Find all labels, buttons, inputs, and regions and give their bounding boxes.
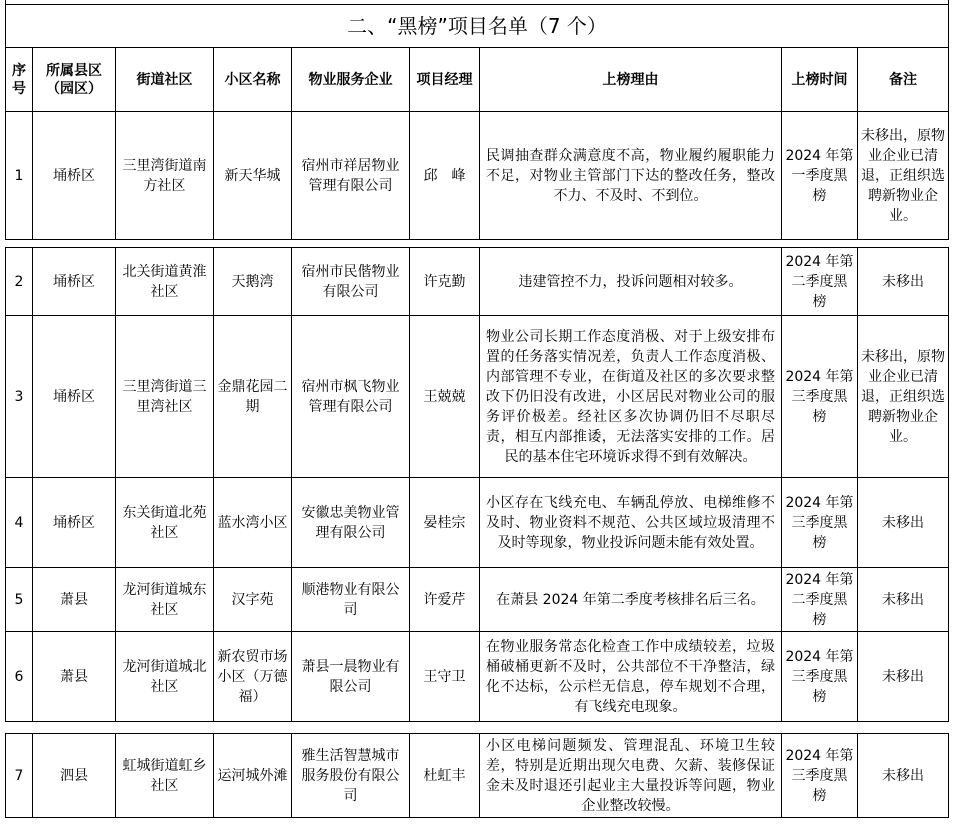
cell-reason: 在物业服务常态化检查工作中成绩较差，垃圾桶破桶更新不及时，公共部位不干净整洁，绿化不达标，公示栏无信息，停车规划不合理，有飞线充电现象。 xyxy=(480,632,782,722)
cell-street: 北关街道黄淮社区 xyxy=(116,248,214,316)
cell-community: 蓝水湾小区 xyxy=(214,478,292,568)
cell-seq: 7 xyxy=(6,734,33,818)
cell-reason: 小区存在飞线充电、车辆乱停放、电梯维修不及时、物业资料不规范、公共区域垃圾清理不及时等现象，物业投诉问题未能有效处置。 xyxy=(480,478,782,568)
header-reason: 上榜理由 xyxy=(480,48,782,112)
header-company: 物业服务企业 xyxy=(292,48,410,112)
cell-county: 埇桥区 xyxy=(33,478,116,568)
cell-manager: 邱 峰 xyxy=(410,112,480,240)
header-county: 所属县区（园区） xyxy=(33,48,116,112)
cell-street: 三里湾街道三里湾社区 xyxy=(116,316,214,478)
cell-company: 宿州市枫飞物业管理有限公司 xyxy=(292,316,410,478)
cell-remark: 未移出 xyxy=(858,734,949,818)
cell-remark: 未移出，原物业企业已清退，正组织选聘新物业企业。 xyxy=(858,316,949,478)
cell-seq: 1 xyxy=(6,112,33,240)
cell-reason: 违建管控不力，投诉问题相对较多。 xyxy=(480,248,782,316)
cell-county: 萧县 xyxy=(33,568,116,632)
table-row xyxy=(6,568,949,632)
cell-community: 新天华城 xyxy=(214,112,292,240)
cell-manager: 王守卫 xyxy=(410,632,480,722)
cell-manager: 王兢兢 xyxy=(410,316,480,478)
page-break xyxy=(6,240,949,248)
cell-community: 天鹅湾 xyxy=(214,248,292,316)
document-table-frame xyxy=(5,0,948,818)
cell-company: 雅生活智慧城市服务股份有限公司 xyxy=(292,734,410,818)
cell-community: 汉字苑 xyxy=(214,568,292,632)
page-break-row xyxy=(6,722,949,734)
cell-seq: 4 xyxy=(6,478,33,568)
cell-reason: 小区电梯问题频发、管理混乱、环境卫生较差，特别是近期出现欠电费、欠薪、装修保证金未及时退还引起业主大量投诉等问题，物业企业整改较慢。 xyxy=(480,734,782,818)
cell-time: 2024 年第三季度黑榜 xyxy=(782,478,858,568)
header-row xyxy=(6,48,949,112)
cell-remark: 未移出，原物业企业已清退，正组织选聘新物业企业。 xyxy=(858,112,949,240)
table-row xyxy=(6,734,949,818)
cell-seq: 5 xyxy=(6,568,33,632)
cell-company: 萧县一晨物业有限公司 xyxy=(292,632,410,722)
cell-remark: 未移出 xyxy=(858,478,949,568)
cell-manager: 许爱芹 xyxy=(410,568,480,632)
cell-reason: 民调抽查群众满意度不高，物业履约履职能力不足，对物业主管部门下达的整改任务，整改不力、不及时、不到位。 xyxy=(480,112,782,240)
header-community: 小区名称 xyxy=(214,48,292,112)
cell-reason: 在萧县 2024 年第二季度考核排名后三名。 xyxy=(480,568,782,632)
cell-community: 运河城外滩 xyxy=(214,734,292,818)
cell-company: 宿州市祥居物业管理有限公司 xyxy=(292,112,410,240)
header-street: 街道社区 xyxy=(116,48,214,112)
cell-time: 2024 年第三季度黑榜 xyxy=(782,734,858,818)
page-break-row xyxy=(6,240,949,248)
cell-county: 泗县 xyxy=(33,734,116,818)
table-row xyxy=(6,248,949,316)
cell-remark: 未移出 xyxy=(858,568,949,632)
cell-remark: 未移出 xyxy=(858,248,949,316)
header-remark: 备注 xyxy=(858,48,949,112)
title-row xyxy=(6,5,949,48)
cell-community: 新农贸市场小区（万德福） xyxy=(214,632,292,722)
cell-county: 萧县 xyxy=(33,632,116,722)
table-row xyxy=(6,112,949,240)
cell-time: 2024 年第三季度黑榜 xyxy=(782,316,858,478)
cell-county: 埇桥区 xyxy=(33,112,116,240)
cell-time: 2024 年第二季度黑榜 xyxy=(782,568,858,632)
header-time: 上榜时间 xyxy=(782,48,858,112)
cell-street: 龙河街道城东社区 xyxy=(116,568,214,632)
cell-company: 安徽忠美物业管理有限公司 xyxy=(292,478,410,568)
cell-seq: 3 xyxy=(6,316,33,478)
cell-street: 龙河街道城北社区 xyxy=(116,632,214,722)
cell-company: 宿州市民偕物业有限公司 xyxy=(292,248,410,316)
page-break xyxy=(6,722,949,734)
cell-manager: 杜虹丰 xyxy=(410,734,480,818)
table-row xyxy=(6,632,949,722)
cell-street: 三里湾街道南方社区 xyxy=(116,112,214,240)
cell-seq: 2 xyxy=(6,248,33,316)
cell-time: 2024 年第二季度黑榜 xyxy=(782,248,858,316)
cell-manager: 晏桂宗 xyxy=(410,478,480,568)
header-manager: 项目经理 xyxy=(410,48,480,112)
table-row xyxy=(6,478,949,568)
header-seq: 序号 xyxy=(6,48,33,112)
cell-county: 埇桥区 xyxy=(33,316,116,478)
page-title: 二、“黑榜”项目名单（7 个） xyxy=(6,5,949,48)
cell-reason: 物业公司长期工作态度消极、对于上级安排布置的任务落实情况差，负责人工作态度消极、内部管理不专业，在街道及社区的多次要求整改下仍旧没有改进，小区居民对物业公司的服务评价极差。经社区多次协调仍旧不尽职尽责，相互内部推诿，无法落实安排的工作。居民的基本住宅环境诉求得不到有效解决。 xyxy=(480,316,782,478)
table-row xyxy=(6,316,949,478)
cell-time: 2024 年第一季度黑榜 xyxy=(782,112,858,240)
cell-street: 虹城街道虹乡社区 xyxy=(116,734,214,818)
cell-county: 埇桥区 xyxy=(33,248,116,316)
cell-company: 顺港物业有限公司 xyxy=(292,568,410,632)
cell-manager: 许克勤 xyxy=(410,248,480,316)
cell-time: 2024 年第三季度黑榜 xyxy=(782,632,858,722)
cell-street: 东关街道北苑社区 xyxy=(116,478,214,568)
cell-community: 金鼎花园二期 xyxy=(214,316,292,478)
cell-seq: 6 xyxy=(6,632,33,722)
cell-remark: 未移出 xyxy=(858,632,949,722)
blacklist-table xyxy=(5,0,949,818)
